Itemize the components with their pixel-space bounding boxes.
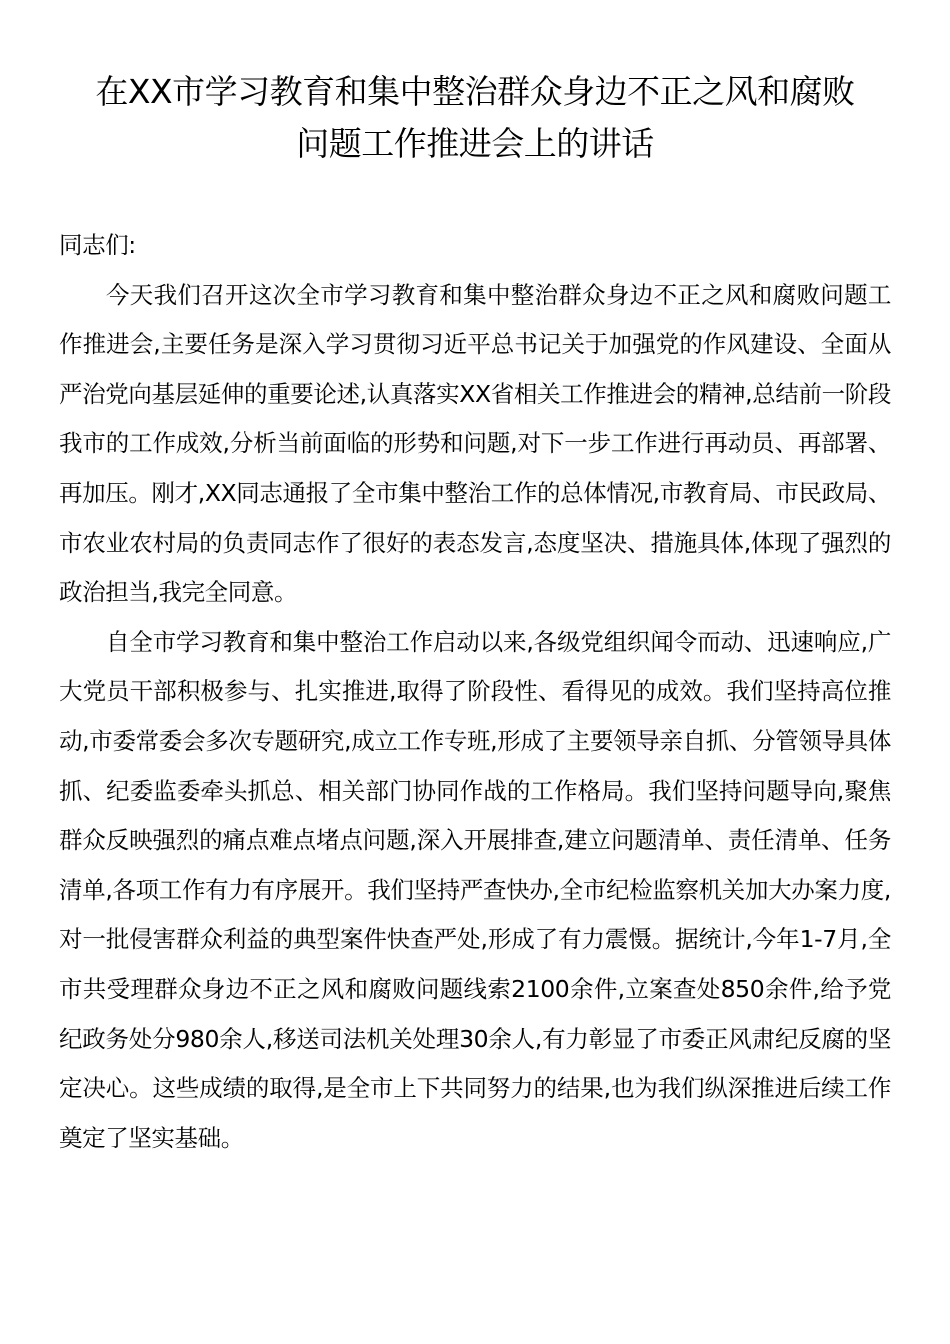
title-line-1: 在XX市学习教育和集中整治群众身边不正之风和腐败	[95, 72, 855, 111]
salutation: 同志们:	[59, 231, 136, 259]
document-body	[59, 221, 891, 1163]
paragraph-1: 今天我们召开这次全市学习教育和集中整治群众身边不正之风和腐败问题工作推进会,主要任务是深入学习贯彻习近平总书记关于加强党的作风建设、全面从严治党向基层延伸的重要论述,认真落实XX省相关工作推进会的精神,总结前一阶段我市的工作成效,分析当前面临的形势和问题,对下一步工作进行再动员、再部署、再加压。刚才,XX同志通报了全市集中整治工作的总体情况,市教育局、市民政局、市农业农村局的负责同志作了很好的表态发言,态度坚决、措施具体,体现了强烈的政治担当,我完全同意。	[59, 280, 891, 607]
paragraph-2: 自全市学习教育和集中整治工作启动以来,各级党组织闻令而动、迅速响应,广大党员干部积极参与、扎实推进,取得了阶段性、看得见的成效。我们坚持高位推动,市委常委会多次专题研究,成立工作专班,形成了主要领导亲自抓、分管领导具体抓、纪委监委牵头抓总、相关部门协同作战的工作格局。我们坚持问题导向,聚焦群众反映强烈的痛点难点堵点问题,深入开展排查,建立问题清单、责任清单、任务清单,各项工作有力有序展开。我们坚持严查快办,全市纪检监察机关加大办案力度,对一批侵害群众利益的典型案件快查严处,形成了有力震慑。据统计,今年1-7月,全市共受理群众身边不正之风和腐败问题线索2100余件,立案查处850余件,给予党纪政务处分980余人,移送司法机关处理30余人,有力彰显了市委正风肃纪反腐的坚定决心。这些成绩的取得,是全市上下共同努力的结果,也为我们纵深推进后续工作奠定了坚实基础。	[59, 627, 891, 1152]
document-title	[40, 66, 910, 170]
title-line-2: 问题工作推进会上的讲话	[296, 124, 654, 163]
